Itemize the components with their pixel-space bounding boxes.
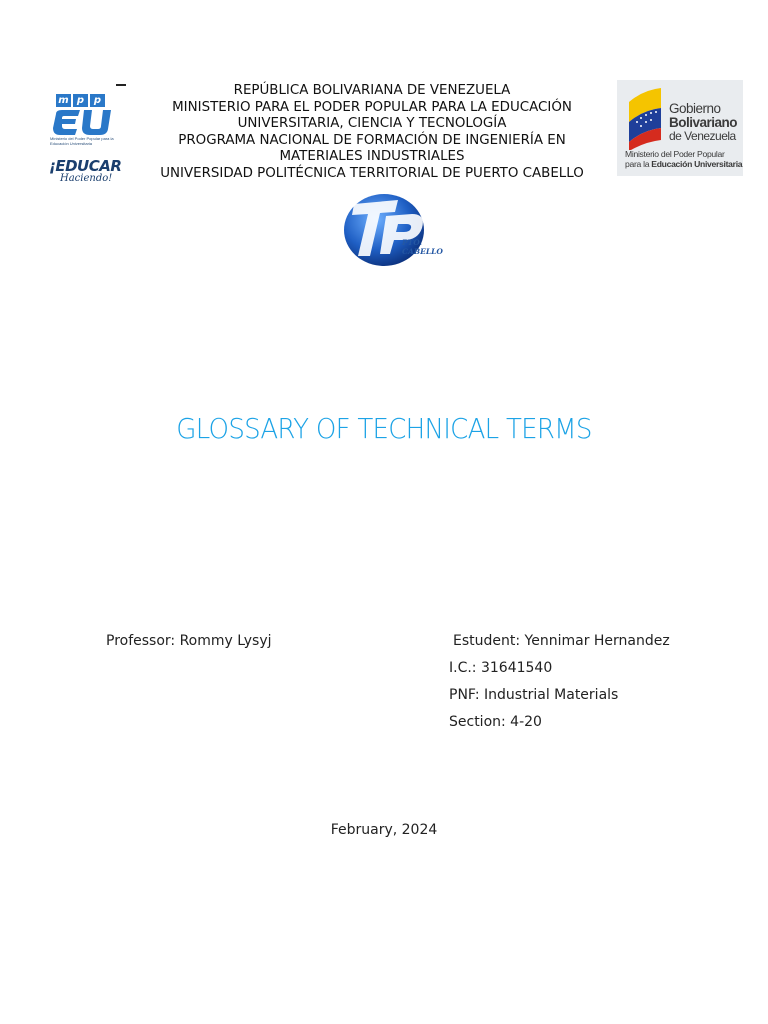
eu-logo-icon [50, 110, 120, 136]
gobierno-bolivariano-logo [617, 80, 743, 176]
mppeu-logo [40, 84, 128, 188]
upt-logo [340, 190, 458, 268]
mpp-fine-print: Ministerio del Poder Popular para la Educación Universitaria [50, 136, 114, 146]
student-pnf: PNF: Industrial Materials [449, 687, 619, 703]
institution-header [130, 83, 614, 183]
document-date: February, 2024 [330, 822, 438, 838]
venezuela-flag-icon [621, 84, 671, 150]
educar-slogan: ¡EDUCAR [49, 157, 122, 175]
ministry-line-1: Ministerio del Poder Popular [625, 149, 725, 159]
gobierno-line-1: Gobierno [669, 101, 721, 116]
gobierno-line-3: de Venezuela [669, 129, 736, 143]
mpp-letter-m: m [56, 94, 71, 107]
student-ic: I.C.: 31641540 [449, 660, 553, 676]
header-line-5: MATERIALES INDUSTRIALES [279, 149, 465, 165]
student-section: Section: 4-20 [449, 714, 542, 730]
gobierno-text [669, 102, 737, 143]
mpp-letters [56, 94, 105, 107]
header-line-3: UNIVERSITARIA, CIENCIA Y TECNOLOGÍA [237, 116, 507, 132]
gobierno-line-2: Bolivariano [669, 115, 738, 130]
ministry-text [625, 150, 742, 169]
header-line-6: UNIVERSIDAD POLITÉCNICA TERRITORIAL DE PUERTO CABELLO [160, 165, 584, 181]
mpp-letter-p2: p [90, 94, 105, 107]
haciendo-slogan: Haciendo! [60, 173, 113, 184]
header-line-2: MINISTERIO PARA EL PODER POPULAR PARA LA EDUCACIÓN [172, 99, 572, 115]
header-line-4: PROGRAMA NACIONAL DE FORMACIÓN DE INGENIERÍA EN [178, 132, 566, 148]
corner-mark [116, 84, 126, 86]
student-name: Estudent: Yennimar Hernandez [453, 633, 670, 649]
upt-logo-label: PTO. CABELLO [402, 238, 443, 256]
ministry-line-2-bold: Educación Universitaria [651, 158, 743, 169]
document-title: GLOSSARY OF TECHNICAL TERMS [176, 412, 592, 445]
header-line-1: REPÚBLICA BOLIVARIANA DE VENEZUELA [233, 83, 511, 98]
ministry-line-2 [625, 160, 742, 170]
ministry-line-2-prefix: para la [625, 158, 652, 169]
upt-emblem-icon [340, 190, 458, 268]
mpp-letter-p1: p [73, 94, 88, 107]
professor-name: Professor: Rommy Lysyj [106, 633, 272, 649]
